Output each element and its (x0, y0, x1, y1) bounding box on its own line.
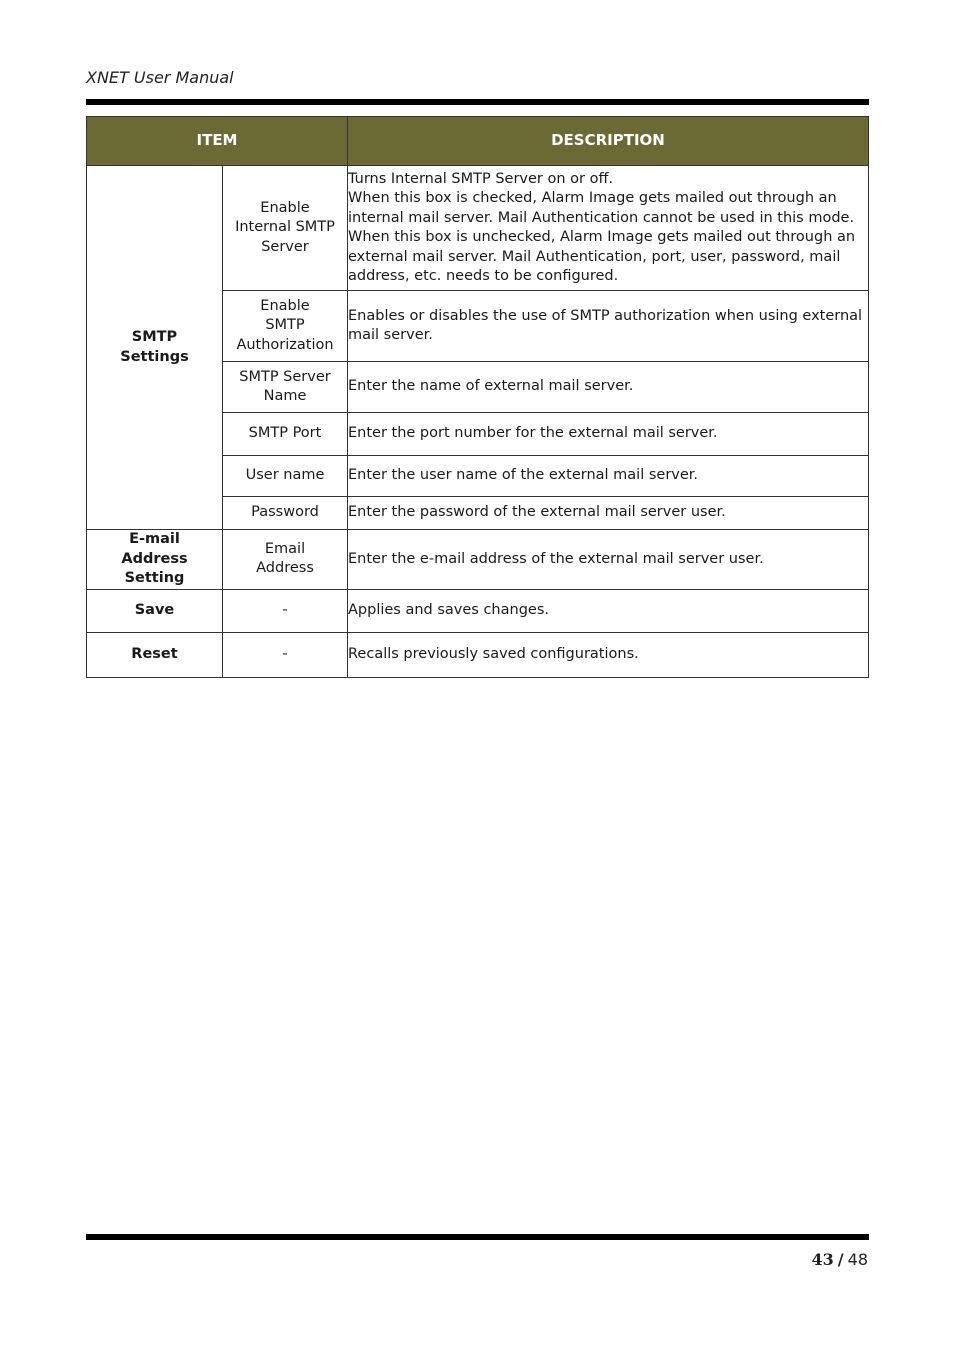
settings-table (86, 116, 869, 678)
table-row (87, 589, 869, 632)
table-row (87, 530, 869, 590)
page-number (812, 1250, 868, 1269)
sub-item-label: Password (223, 497, 348, 530)
sub-item-label: Enable Internal SMTP Server (223, 166, 348, 291)
sub-item-label: - (223, 589, 348, 632)
description-cell: Enter the user name of the external mail server. (348, 456, 869, 497)
description-cell: Turns Internal SMTP Server on or off. When this box is checked, Alarm Image gets mailed out through an internal mail server. Mail Authentication cannot be used in this mode. When this box is unchecked, Alarm Image gets mailed out through an external mail server. Mail Authentication, port, user, password, mail address, etc. needs to be configured. (348, 166, 869, 291)
description-cell: Enter the port number for the external mail server. (348, 413, 869, 456)
document-header-title: XNET User Manual (86, 68, 234, 87)
sub-item-label: Email Address (223, 530, 348, 590)
table-row (87, 166, 869, 291)
description-cell: Enter the e-mail address of the external mail server user. (348, 530, 869, 590)
total-pages: 48 (847, 1250, 868, 1269)
column-header-description: DESCRIPTION (348, 117, 869, 166)
footer-rule (86, 1234, 869, 1240)
sub-item-label: User name (223, 456, 348, 497)
sub-item-label: SMTP Server Name (223, 362, 348, 413)
description-cell: Enter the password of the external mail server user. (348, 497, 869, 530)
group-email-address-setting: E-mail Address Setting (87, 530, 223, 590)
group-save: Save (87, 589, 223, 632)
current-page: 43 (811, 1250, 834, 1269)
description-cell: Enables or disables the use of SMTP authorization when using external mail server. (348, 291, 869, 362)
sub-item-label: Enable SMTP Authorization (223, 291, 348, 362)
description-cell: Recalls previously saved configurations. (348, 632, 869, 677)
sub-item-label: SMTP Port (223, 413, 348, 456)
sub-item-label: - (223, 632, 348, 677)
column-header-item: ITEM (87, 117, 348, 166)
page-separator: / (837, 1250, 844, 1269)
description-cell: Enter the name of external mail server. (348, 362, 869, 413)
group-reset: Reset (87, 632, 223, 677)
header-rule (86, 99, 869, 105)
table-row (87, 632, 869, 677)
group-smtp-settings: SMTP Settings (87, 166, 223, 530)
description-cell: Applies and saves changes. (348, 589, 869, 632)
table-header-row (87, 117, 869, 166)
